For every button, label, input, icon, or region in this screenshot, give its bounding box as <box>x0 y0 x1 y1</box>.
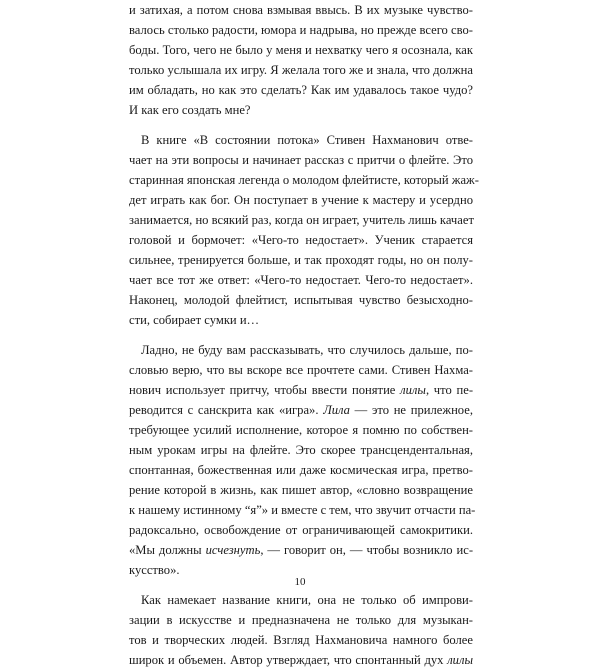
text-line: занимается, но всякий раз, когда он играет, учитель лишь качает <box>129 213 474 227</box>
text-line: требующее усилий исполнение, которое я помню по собствен- <box>129 423 473 437</box>
text-line: тов и творческих людей. Взгляд Нахмановича намного более <box>129 633 473 647</box>
text-column <box>129 0 479 670</box>
paragraph <box>129 130 479 330</box>
text-line: головой и бормочет: «Чего-то недостает». Ученик старается <box>129 233 473 247</box>
text-line: словью верю, что вы вскоре все прочтете сами. Стивен Нахма- <box>129 363 473 377</box>
paragraph <box>129 340 476 580</box>
text-line: сти, собирает сумки и… <box>129 313 260 327</box>
text-line: Ладно, не буду вам рассказывать, что случилось дальше, по- <box>141 343 473 357</box>
paragraph <box>129 590 473 670</box>
text-line: валось столько радости, юмора и надрыва, но прежде всего сво- <box>129 23 473 37</box>
paragraph <box>129 0 473 120</box>
text-line: спонтанная, божественная или даже космическая игра, претво- <box>129 463 473 477</box>
text-line: им обладать, но как это сделать? Как им удавалось такое чудо? <box>129 83 473 97</box>
text-line: сильнее, тренируется больше, и так проходят годы, но он полу- <box>129 253 473 267</box>
text-line: ным урокам игры на флейте. Это скорее трансцендентальная, <box>129 443 473 457</box>
text-line: рение которой в жизнь, как пишет автор, «словно возвращение <box>129 483 473 497</box>
text-line: старинная японская легенда о молодом флейтисте, который жаж- <box>129 173 479 187</box>
text-line: боды. Того, чего не было у меня и нехватку чего я осознала, как <box>129 43 473 57</box>
text-line: кусство». <box>129 563 180 577</box>
text-line: нович использует притчу, чтобы ввести понятие лилы, что пе- <box>129 383 474 397</box>
text-line: В книге «В состоянии потока» Стивен Нахманович отве- <box>141 133 473 147</box>
text-line: дет играть как бог. Он поступает в учение к мастеру и усердно <box>129 193 473 207</box>
text-line: «Мы должны исчезнуть, — говорит он, — чтобы возникло ис- <box>129 543 474 557</box>
text-line: чает все тот же ответ: «Чего-то недостает. Чего-то недостает». <box>129 273 473 287</box>
text-line: только услышала их игру. Я желала того же и знала, что должна <box>129 63 473 77</box>
text-line: радоксально, освобождение от ограничивающей самокритики. <box>129 523 473 537</box>
text-line: Как намекает название книги, она не только об импрови- <box>141 593 473 607</box>
text-line: чает на эти вопросы и начинает рассказ с притчи о флейте. Это <box>129 153 473 167</box>
text-line: и затихая, а потом снова взмывая ввысь. В их музыке чувство- <box>129 3 473 17</box>
text-line: реводится с санскрита как «игра». Лила — это не прилежное, <box>129 403 473 417</box>
text-line: широк и объемен. Автор утверждает, что спонтанный дух лилы <box>129 653 473 667</box>
text-line: И как его создать мне? <box>129 103 251 117</box>
text-line: Наконец, молодой флейтист, испытывая чувство безысходно- <box>129 293 473 307</box>
page-number: 10 <box>294 576 306 588</box>
text-line: зации в искусстве и предназначена не только для музыкан- <box>129 613 473 627</box>
text-line: к нашему истинному “я”» и вместе с тем, что звучит отчасти па- <box>129 503 476 517</box>
